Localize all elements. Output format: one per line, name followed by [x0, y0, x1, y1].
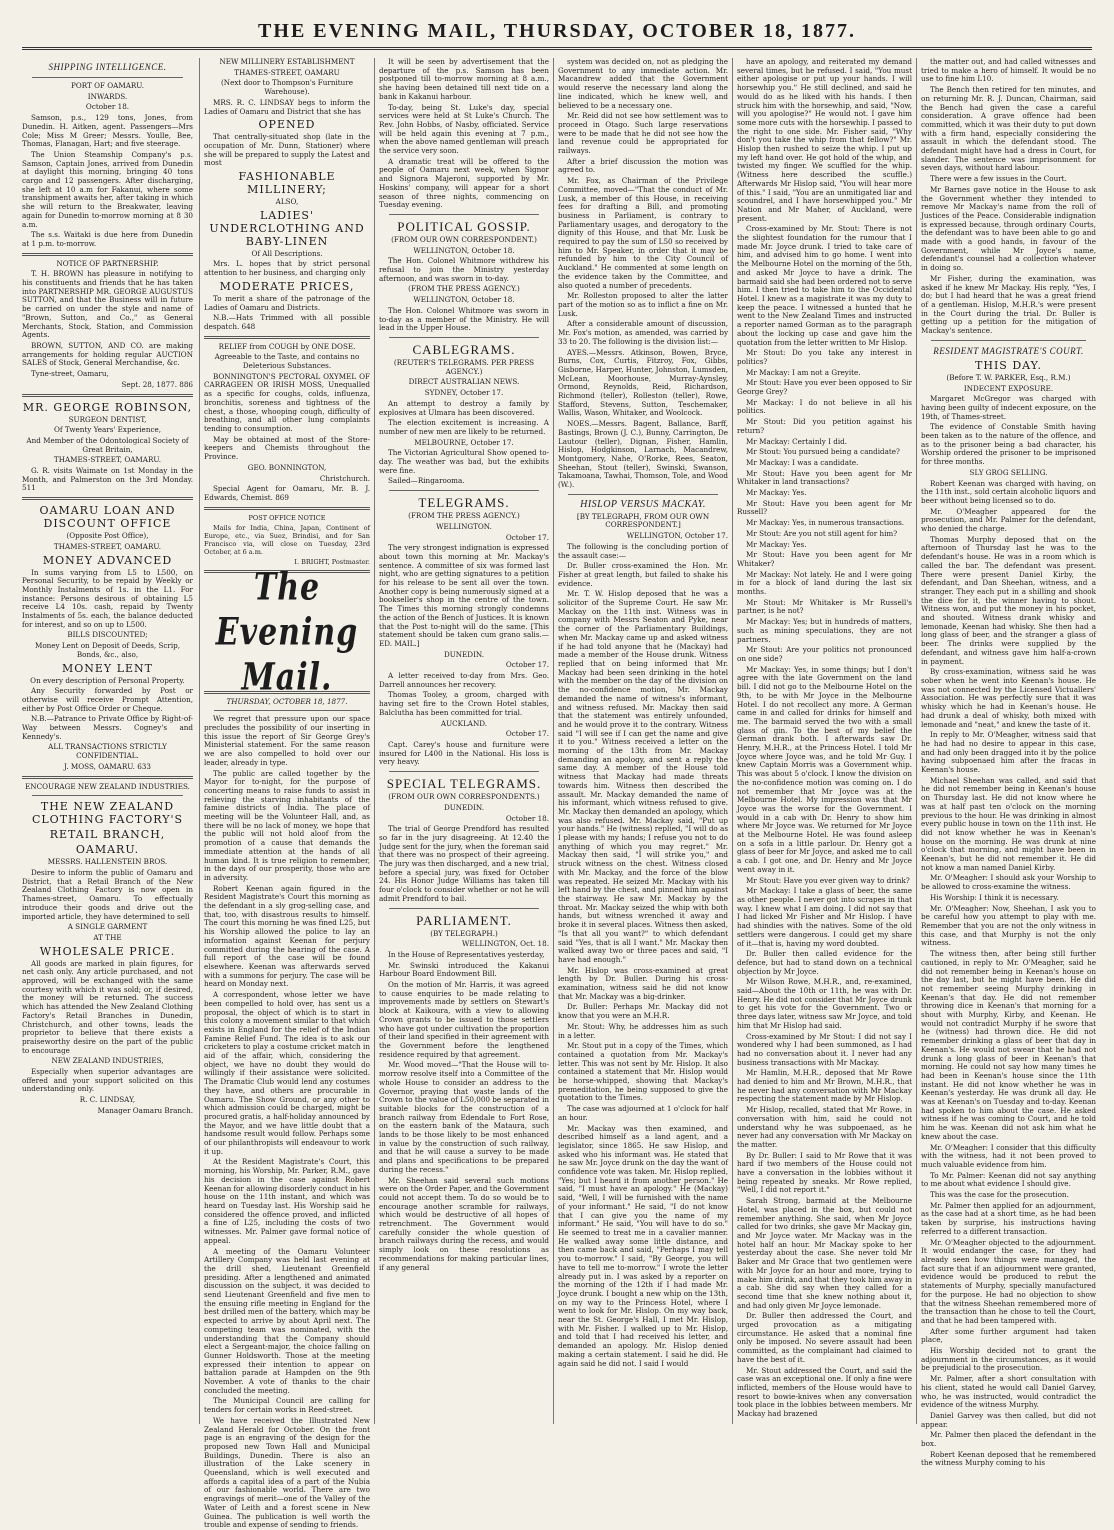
paragraph: Mr. Stout: Why, he addresses him as such in a letter.: [558, 1021, 728, 1040]
paragraph: Mr Stout: Are you not still agent for him?: [746, 528, 898, 538]
divider: [22, 497, 193, 500]
paragraph: The witness then, after being still further cautioned, in reply to Mr. O'Meagher, said he did not remember being in Keenan's house on the day last, but he might have been. He did not remember seeing Murphy drinking in Keenan's that day. He did not remember throwing dice in Keenan's that morning for a shout with Murphy, Kirby, and Keenan. He would not contradict Murphy if he swore that he (witness) had thrown dice. He did not remember drinking a glass of beer that day in Keenan's. He would not swear that he had not drunk a long glass of beer in Keenan's that morning. He could not say how many times he had been in Keenan's house since the 11th instant. He did not know whether he was in Keenan's yesterday. He was drunk all day. He was at Keenan's on Tuesday and to-day. Keenan had spoken to him about the case. He asked witness if he was coming to Court, and he told him he was. Keenan did not ask him what he knew about the case.: [921, 949, 1096, 1141]
column-rule: [732, 58, 733, 1424]
paragraph: Mr Stout: You pursued being a candidate?: [746, 447, 900, 457]
paragraph: Mr. Sheehan said several such motions were on the Order Paper, and the Government could not accept them. To do so would be to encourage another scramble for railways, which would be destructive of all hopes of retrenchment. The Government would carefully consider the whole question of branch railways during the recess, and would simply look on these resolutions as recommendations for making particular lines, if any general: [379, 1175, 549, 1272]
port-heading: PORT OF OAMARU.: [71, 81, 144, 90]
special-telegrams-heading: SPECIAL TELEGRAMS.: [386, 776, 542, 792]
hallenstein: MESSRS. HALLENSTEIN BROS.: [47, 857, 168, 867]
paragraph: Mr. T. W. Hislop deposed that he was a solicitor of the Supreme Court. He saw Mr. Mackay on the 11th inst. Witness was in company with Messrs Seaton and Pyke, near the corner of the Parliamentary Buildings, when Mr. Mackay came up and asked witness if he had told anyone that he (Mackay) had made a member of the House drunk. Witness replied that on being informed that Mr. Mackay had been seen drinking in the hotel with the member on the day of the division on the no-confidence motion, Mr. Mackay demanded the name of witness's informant, and witness refused. Mr. Mackay then said that the statement was entirely unfounded, and he would prove it to the contrary. Witness said "I will see if I can get the name and give it to you." Witness received a letter on the morning of the 13th from Mr. Mackay demanding an apology, and sent a reply the same day. A member of the House told witness that Mackay had made threats towards him. Witness then described the assault. Mr. Mackay demanded the name of his informant, which witness refused to give. Mr. Mackay then demanded an apology, which was also refused. Mr. Mackay said, "Put up your hands." He (witness) replied, "I will do as I please with my hands; I refuse you not to do anything of which you may regret." Mr. Mackay then said, "I will strike you," and struck witness on the chest. Witness closed with Mr. Mackay, and the force of the blow was repeated. He seized Mr. Mackay with his left hand by the chest, and pinned him against the stairway. He saw Mr. Mackay by the throat. Mr. Mackay seized the whip with both hands, but witness wrenched it away and broke it in several places. Witness then asked, "Is that all you want?" to which defendant said "Yes, that is all I want." Mr. Mackay then walked away two or three paces and said, "I have had enough.": [558, 589, 729, 964]
paragraph: Michael Sheehan was called, and said that he did not remember being in Keenan's house on Thursday last. He did not know where he was at half past ten o'clock on the morning previous to the hour. He was drinking in almost every public house in town on the 11th inst. He did not know whether he was in Keenan's house on the morning. He was drunk at nine o'clock that morning, and might have been in Keenan's, but he did not remember it. He did not know a man named Daniel Kirby.: [921, 775, 1096, 872]
divider: [22, 253, 193, 256]
divider: [204, 336, 370, 339]
paragraph: Agreeable to the Taste, and contains no Deleterious Substances.: [214, 352, 360, 371]
divider: [389, 908, 539, 909]
robinson-address: THAMES-STREET, OAMARU.: [53, 455, 162, 465]
paragraph: On the motion of Mr. Harris, it was agreed to cause enquiries to be made relating to improvements made by settlers on Stewart's block at Kaikoura, with a view to allowing Crown grants to be issued to those settlers who have got under cultivation the proportion of their land specified in their agreement with the Government before the lengthened residence required by that agreement.: [379, 980, 549, 1059]
masthead-rule: [22, 47, 1092, 50]
paragraph: N.B.—Patrance to Private Office by Right-of-Way between Messrs. Cogney's and Kennedy's.: [22, 714, 193, 741]
paragraph: Samson, p.s., 129 tons, Jones, from Dunedin. H. Aitken, agent. Passengers—Mrs Cole; Miss M Greer; Messrs. Youlle, Bee, Thomas, Flanagan, Hart; and five steerage.: [22, 113, 193, 149]
paragraph: Mr. Swinski introduced the Kakanui Harbour Board Endowment Bill.: [379, 960, 549, 979]
paragraph: Mr Mackay: Certainly I did.: [746, 436, 848, 446]
paragraph: We have received the Illustrated New Zealand Herald for October. On the front page is an engraving of the design for the proposed new Town Hall and Municipal Buildings, Dunedin. There is also an illustration of the Lake scenery in Queensland, which is well executed and affords a capital idea of a part of the Nubia of our fashionable world. There are two engravings of merit—one of the Valley of the Water of Leith and a forest scene in New Guinea. The publication is well worth the trouble and expense of sending to friends.: [204, 1415, 370, 1530]
paragraph: system was decided on, not as pledging the Government to any immediate action. Mr. Macandrew added that the Government would reserve the necessary land along the line indicated, which he knew well, and believed to be a necessary one.: [558, 57, 728, 110]
paragraph: After some further argument had taken place,: [921, 1326, 1096, 1345]
paragraph: Mr Stout: Have you ever been opposed to Sir George Grey?: [737, 378, 912, 397]
paragraph: Mr Mackay: Yes; but in hundreds of matters, such as mining speculations, they are not partners.: [737, 617, 912, 644]
paragraph: Mr. Palmer then placed the defendant in the box.: [921, 1430, 1096, 1449]
paragraph: Mr Stout: Do you take any interest in politics?: [737, 348, 912, 366]
po-signature: I. BRIGHT, Postmaster.: [294, 557, 370, 566]
robinson-experience: Of Twenty Years' Experience,: [53, 425, 162, 435]
paragraph: May be obtained at most of the Store-keepers and Chemists throughout the Province.: [204, 434, 370, 462]
paragraph: Robert Keenan was charged with having, on the 11th inst., sold certain alcoholic liquors and beer without being licensed so to do.: [921, 478, 1096, 505]
paragraph: Special Agent for Oamaru, Mr. B. J. Edwards, Chemist. 869: [204, 484, 370, 502]
paragraph: have an apology, and reiterated my demand several times, but he refused. I said, "You must either apologise or put up your hands. I will horsewhip you." He still declined, and said he would do as he liked with his hands. I then struck him with the horsewhip, and said, "Now, will you apologise?" He would not. I gave him some more cuts with the horsewhip. I passed to the right to one side. Mr. Fisher said, "Why don't you take the whip from that fellow?" Mr. Hislop then rushed to seize the whip. I put up my left hand over. He got hold of the whip, and twisted my finger. We scuffled for the whip. (Witness here described the scuffle.) Afterwards Mr Hislop said, "You will hear more of this." I said, "You are an unmitigated liar and scoundrel, and I have horsewhipped you." Mr Nation and Mr Maher, of Auckland, were present.: [737, 57, 912, 223]
shipping-date: October 18.: [85, 102, 130, 112]
subheading: (FROM THE PRESS AGENCY.): [408, 511, 520, 521]
post-office-heading: POST OFFICE NOTICE: [248, 513, 326, 522]
divider: [389, 771, 539, 772]
paragraph: There were a few issues in the Court.: [930, 174, 1067, 184]
millinery-address: THAMES-STREET, OAMARU: [234, 67, 340, 77]
paragraph: Thomas Murphy deposed that on the afternoon of Thursday last he was to the defendant's house. He was in a room which is called the bar. The defendant was present. There were present Daniel Kirby, the defendant, and Dan Sheehan, witness, and a stranger. They each put in a shilling and shook the dice for it, the winner having to shout. Witness won, and put the money in his pocket, and shouted. Witness drank whisky and lemonade, Keenan had whisky. She then had a long glass of beer, and the stranger a glass of beer. The drinks were supplied by the defendant, and witness gave him half-a-crown in payment.: [921, 534, 1096, 666]
paragraph: Cross-examined by Mr. Stout: There is not the slightest foundation for the rumour that I made Mr. Joyce drunk. I tried to take care of him, and advised him to go home. I went into the Melbourne Hotel on the morning of the 5th, and asked Mr Joyce to have a drink. The barmaid said she had been ordered not to serve him. I then tried to take him to the Occidental Hotel. I knew as a magistrate it was my duty to keep the peace. I witnessed a hunted that he went to the New Zealand Times and instructed a reporter named Gorman as to the paragraph about the locking up case and gave him the quotation from the letter written to Mr Hislop.: [737, 224, 912, 347]
paragraph: The Hon. Colonel Whitmore was sworn in to-day as a member of the Ministry. He will lead in the Upper House.: [379, 305, 549, 333]
column-1: [22, 58, 193, 1424]
ladies: LADIES' UNDERCLOTHING AND BABY-LINEN: [209, 208, 365, 248]
paragraph: Capt. Carey's house and furniture were insured for L400 in the National. His loss is very heavy.: [379, 740, 549, 767]
paragraph: Mr. Wood moved—"That the House will to-morrow resolve itself into a Committee of the whole House to consider an address to the Governor, praying that waste lands of the Crown to the value of L50,000 be separated in suitable blocks for the construction of a branch railway from Edendale to Fort Rose, on the eastern bank of the Mataura, such lands to be those likely to be most enhanced in value by the construction of such railway, and that he will cause a survey to be made and plans and specifications to be prepared during the recess.": [379, 1060, 549, 1174]
divider: [931, 340, 1086, 341]
paragraph: On every description of Personal Property.: [30, 675, 185, 685]
paragraph: Margaret McGregor was charged with having been guilty of indecent exposure, on the 19th, of Thames-street.: [921, 394, 1096, 421]
paragraph: To merit a share of the patronage of the Ladies of Oamaru and Districts.: [204, 293, 370, 312]
paragraph: We regret that pressure upon our space precludes the possibility of our inserting in this issue the report of Sir George Grey's Ministerial statement. For the same reason we are also compelled to hold over our leader, already in type.: [204, 714, 370, 767]
divider: [32, 795, 183, 796]
moss-signature: J. MOSS, OAMARU. 633: [64, 761, 151, 771]
paragraph: Mr Mackay: I am not a Greyite.: [746, 367, 861, 377]
paragraph: Mr Hamlin, M.H.R., deposed that Mr Rowe had denied to him and Mr Brown, M.H.R., that he never had any conversation with Mr Mackay respecting the statement made by Mr Hislop.: [737, 1068, 912, 1104]
dateline: MELBOURNE, October 17.: [414, 437, 514, 447]
paragraph: By Dr. Buller: I said to Mr Rowe that it was hard if two members of the House could not have a conversation in the lobbies without it being repeated by sneaks. Mr Rowe replied, "Well, I did not report it.": [737, 1150, 912, 1195]
column-rule: [374, 58, 375, 1424]
paragraph: After a considerable amount of discussion, Mr. Fox's motion, as amended, was carried by 33 to 20. The following is the division list:—: [558, 319, 728, 346]
subheading: DIRECT AUSTRALIAN NEWS.: [408, 377, 520, 387]
paragraph: Robert Keenan again figured in the Resident Magistrate's Court this morning as the defendant in a sly grog-selling case, and that, too, with disastrous results to himself. The court this morning he was fined L25, but his Worship allowed the police to lay an information against Keenan for perjury committed during the hearing of the case. A full report of the case will be found elsewhere. Keenan was afterwards served with a summons for perjury. The case will be heard on Monday next.: [204, 883, 370, 989]
paragraph: Mr Stout: Mr Whitaker is Mr Russell's partner, is he not?: [737, 597, 912, 616]
column-4: [558, 58, 728, 1424]
paragraph: The trial of George Prendford has resulted so far in the jury disagreeing. At 12.40 the Judge sent for the jury, when the foreman said that there was no prospect of their agreeing. The jury was then discharged, and a new trial, before a special jury, was fixed for October 24. His Honor Judge Williams has taken till four o'clock to consider whether or not he will admit Prendford to bail.: [379, 824, 549, 903]
paragraph: G. R. visits Waimate on 1st Monday in the Month, and Palmerston on the 3rd Monday. 511: [22, 466, 193, 493]
paragraph: Mr. O'Meagher appeared for the prosecution, and Mr. Palmer for the defendant, who denied the charge.: [921, 506, 1096, 534]
paragraph: Mr Stout: Have you ever given way to drink?: [746, 875, 910, 885]
retail-heading: RETAIL BRANCH,: [49, 828, 166, 842]
paragraph: Mr Barnes gave notice in the House to ask the Government whether they intended to remove Mr Mackay's name from the roll of Justices of the Peace. Considerable indignation is expressed because, through ordinary Courts, the defendant was to have been able to go and made with a good hands, in favour of the Government, while Mr Joyce's name, defendant's counsel had a collection whatever in doing so.: [921, 184, 1096, 273]
bonnington-location: Christchurch.: [319, 473, 370, 483]
paragraph: Mr. O'Meagher: I should ask your Worship to be allowed to cross-examine the witness.: [921, 873, 1096, 892]
location: DUNEDIN.: [443, 649, 485, 659]
subheading: (FROM OUR OWN CORRESPONDENT.): [391, 234, 537, 244]
column-rule: [553, 58, 554, 1424]
divider: [214, 710, 360, 711]
paragraph: Mr. Mackay was then examined, and described himself as a land agent, and a legislator, since 1865. He saw Hislop, and asked who his informant was. He stated that he saw Mr. Joyce drunk on the day the want of confidence vote was taken. Mr. Hislop replied, "Yes; but I heard it from another person." He said, "I must have an apology." He (Mackay) said, "Well, I will be furnished with the name of your informant." He said, "I do not know that I can give you the name of my informant." He said, "You will have to do so." He seemed to treat me in a cavalier manner. He walked away some little distance, and then came back and said, "Perhaps I may tell you to-morrow." I said, "By George, you will have to tell me to-morrow." I wrote the letter already put in. I was asked by a reporter on the morning of the 12th if I had made Mr. Joyce drunk. I bought a new whip on the 13th, on my way to the Princess Hotel, where I went to look for Mr. Hislop. On my way back, near the St. George's Hall, I met Mr. Hislop, with Mr. Fisher. I walked up to Mr. Hislop, and told that I had received his letter, and demanded an apology. Mr. Hislop denied making a certain statement. I said he did. He again said he did not. I said I would: [558, 1123, 728, 1368]
nzc-heading: THE NEW ZEALAND CLOTHING FACTORY'S: [31, 800, 184, 827]
hislop-mackay-heading: HISLOP VERSUS MACKAY.: [580, 498, 706, 510]
paragraph: Sept. 28, 1877. 886: [121, 379, 193, 389]
dateline: WELLINGTON, October 18.: [413, 245, 515, 255]
dateline: WELLINGTON, October 18.: [413, 295, 515, 305]
paragraph: All goods are marked in plain figures, for net cash only. Any article purchased, and not approved, will be exchanged with the same courtesy with which it was sold; or, if desired, the money will be returned. The success which has attended the New Zealand Clothing Factory's Retail Branches in Dunedin, Christchurch, and other towns, leads the proprietor to believe that there exists a praiseworthy desire on the part of the public to encourage: [22, 958, 193, 1055]
paragraph: Mr. O'Meagher: Now, Sheehan, I ask you to be careful how you attempt to play with me. Remember that you are not the only witness in this case, and that Murphy is not the only witness.: [921, 903, 1096, 948]
paragraph: Mr Wilson Rowe, M.H.R., and, re-examined, said—About the 10th or 11th, he was with Dr. Henry. He did not consider that Mr Joyce drunk to get his vote for the Government. Two or three days later, witness saw Mr Joyce, and told him that Mr Hislop had said.: [737, 977, 913, 1030]
divider: [568, 494, 718, 495]
column-6: [921, 57, 1096, 1468]
paragraph: The Victorian Agricultural Show opened to-day. The weather was bad, but the exhibits were fine.: [379, 448, 549, 475]
manager-title: Manager Oamaru Branch.: [97, 1105, 193, 1115]
bills-heading: BILLS DISCOUNTED;: [67, 630, 148, 640]
location: AUCKLAND.: [440, 718, 488, 728]
paragraph: Mr Mackay: I do not believe in all his politics.: [737, 397, 912, 416]
paragraph: AYES.—Messrs. Atkinson, Bowen, Bryce, Burns, Cox, Curtis, Fitzroy, Fox, Gibbs, Gisborne, Harper, Hunter, Johnston, Lumsden, McLean, Moorhouse, Murray-Aynsley, Ormond, Reynolds, Reid, Richardson, Richmond (teller), Rolleston (teller), Rowe, Stafford, Stevens, Sutton, Teschemaker, Wallis, Wason, Whitaker, and Woolcock.: [558, 347, 728, 418]
oamaru-heading: OAMARU.: [75, 843, 140, 857]
millinery-heading: NEW MILLINERY ESTABLISHMENT: [219, 57, 355, 66]
divider: [22, 394, 193, 397]
paragraph: Mr. O'Meagher objected to the adjournment. It would endanger the case, for they had already seen how things were managed, the fact sure that if an adjournment were granted, evidence would be produced to rebut the statements of Murphy, specially manufactured for the purpose. He had no objection to show that the witness Sheehan remembered more of the transaction than he chose to tell the Court, and that he had been tampered with.: [921, 1237, 1096, 1325]
paragraph: Sailed—Ringarooma.: [388, 476, 465, 486]
paragraph: Mr. Palmer then applied for an adjournment, as the case had at a short time, as he had been taken by surprise, his instructions having referred to a different transaction.: [921, 1200, 1096, 1236]
paragraph: A dramatic treat will be offered to the people of Oamaru next week, when Signor and Signora Majeroni, supported by Mr. Hoskins' company, will appear for a short season of three nights, commencing on Tuesday evening.: [379, 156, 549, 210]
relief-heading: RELIEF from COUGH by ONE DOSE.: [218, 341, 356, 351]
loan-address: THAMES-STREET, OAMARU.: [53, 541, 162, 551]
paragraph: Mr Mackay: Yes, in numerous transactions.: [746, 518, 905, 528]
paragraph: T. H. BROWN has pleasure in notifying to his constituents and friends that he has taken into PARTNERSHIP MR. GEORGE AUGUSTUS SUTTON, and that the Business will in future be carried on under the style and name of "Brown, Sutton, and Co.," as General Merchants, Stock, Station, and Commission Agents.: [22, 269, 193, 340]
paragraph: The case was adjourned at 1 o'clock for half an hour.: [558, 1104, 728, 1122]
encourage-heading: ENCOURAGE NEW ZEALAND INDUSTRIES.: [25, 781, 190, 791]
newspaper-title: THE EVENING MAIL, THURSDAY, OCTOBER 18, 1877.: [258, 20, 856, 42]
paragraph: The public are called together by the Mayor for to-night, for the purpose of concerting means to raise funds to assist in relieving the starving inhabitants of the famine districts of India. The place of meeting will be the Volunteer Hall, and, as there will be no lack of money, we hope that the public will not hold aloof from the promotion of a cause that demands the immediate attention at the hands of all human kind. It is true religion to remember, in the days of our prosperity, those who are in adversity.: [204, 768, 370, 882]
paragraph: Robert Keenan deposed that he remembered the witness Murphy coming to his: [921, 1449, 1096, 1468]
paragraph: Mr. O'Meagher: I consider that this difficulty with the witness, had it not been proved to much valuable evidence from him.: [921, 1142, 1096, 1169]
paragraph: Money Lent on Deposit of Deeds, Scrip, Bonds, &c., also,: [34, 641, 181, 659]
this-day: THIS DAY.: [975, 358, 1042, 372]
paragraph: N.B.—Hats Trimmed with all possible despatch. 648: [204, 313, 370, 331]
paragraph: Sarah Strong, barmaid at the Melbourne Hotel, was placed in the box, but could not remember anything. She said, when Mr Joyce called for two drinks, she gave Mr Mackay gin, and Mr Joyce water. Mr Mackay was in the hotel half an hour. Mr Mackay spoke to her yesterday about the case. She never told Mr Baker and Mr Grace that two gentlemen were with Mr Joyce for an hour and more, trying to make him drink, and that they took him away in a cab. She did say when they called for a second time that she knew nothing about it, and had only given Mr Joyce lemonade.: [737, 1196, 913, 1310]
opened: OPENED: [258, 118, 316, 132]
political-gossip-heading: POLITICAL GOSSIP.: [397, 218, 531, 234]
paragraph: the matter out, and had called witnesses and tried to make a hero of himself. It would be no use to fine him L10.: [921, 57, 1096, 84]
money-advanced: MONEY ADVANCED: [42, 553, 173, 567]
dateline: October 17.: [505, 532, 549, 542]
divider: [389, 214, 539, 215]
subheading: (FROM OUR OWN CORRESPONDENTS.): [388, 792, 540, 802]
fashionable: FASHIONABLE MILLINERY;: [238, 170, 336, 197]
paragraph: NOES.—Messrs. Bagent, Ballance, Barff, Bastings, Brown (J. C.), Bunny, Carrington, De Lautour (teller), Dignan, Fisher, Hamlin, Hislop, Hodgkinson, Larnach, Macandrew, Montgomery, Nahe, O'Rorke, Rees, Seaton, Sheehan, Stout (teller), Swinski, Swanson, Takamoana, Tawhai, Thomson, Tole, and Wood (W.).: [558, 419, 728, 490]
paragraph: The following is the concluding portion of the assault case:—: [558, 541, 728, 560]
lindsay-signature: R. C. LINDSAY,: [79, 1095, 136, 1105]
subheading: INDECENT EXPOSURE.: [963, 383, 1054, 393]
paragraph: MRS. R. C. LINDSAY begs to inform the Ladies of Oamaru and District that she has: [204, 97, 370, 116]
paragraph: Dr. Buller: Perhaps Mr. Mackay did not know that you were an M.H.R.: [558, 1002, 728, 1021]
paragraph: Dr. Buller then addressed the Court, and urged provocation as a mitigating circumstance. He asked that a nominal fine only be imposed. No severe assault had been committed, as the complainant had claimed to have the best of it.: [737, 1311, 912, 1364]
divider: [389, 490, 539, 491]
millinery-sub: (Next door to Thompson's Furniture Warehouse).: [221, 78, 353, 97]
paragraph: Dr. Buller then called evidence for the defence, but had to stand down on a technical objection by Mr Joyce.: [737, 949, 912, 976]
paragraph: The s.s. Waitaki is due here from Dunedin at 1 p.m. to-morrow.: [22, 230, 193, 248]
subheading: SLY GROG SELLING.: [969, 467, 1048, 477]
paragraph: To-day, being St. Luke's day, special services were held at St Luke's Church. The Rev. John Hobbs, of Nasby, officiated. Service will be held again this evening at 7 p.m., when the above named gentleman will preach the service very soon.: [379, 102, 549, 156]
inwards-heading: INWARDS.: [87, 91, 128, 101]
paragraph: At the Resident Magistrate's Court, this morning, his Worship, Mr. Parker, R.M., gave his decision in the case against Robert Keenan for allowing disorderly conduct in his house on the 11th instant, and which was heard on Tuesday last. His Worship said he considered the offence proved, and inflicted a fine of L25, including the costs of two witnesses. Mr. Palmer gave formal notice of appeal.: [204, 1157, 370, 1245]
paragraph: Mr Mackay: Yes, in some things; but I don't agree with the late Government on the land bill. I did not go to the Melbourne Hotel on the 9th, to be with Mr Joyce in the Melbourne Hotel. I do not recollect any more. A German came in and called for drinks for himself and me. The barmaid served the two with a small glass of gin. To the best of my belief the German drank both. I afterwards saw Dr. Henry, M.H.R., at the Princess Hotel. I told Mr Joyce where Joyce was, and he told Mr Guy. I knew Captain Morris was a Government whip. This was about 5 o'clock. I know the division on the no-confidence motion was coming on. I do not remember that Mr Joyce was at the Melbourne Hotel. My impression was that Mr Joyce was the worse for the Government. I would in a cab with Dr. Henry to show him where Mr Joyce was. We returned for Mr Joyce at the Melbourne Hotel. He was found asleep on a sofa in a little parlour. Dr. Henry got a glass of beer for Mr Joyce, and asked me to call a cab. I got one, and Dr. Henry and Mr Joyce went away in it.: [737, 664, 912, 874]
dateline: WELLINGTON, October 17.: [626, 531, 728, 541]
column-3: [379, 58, 549, 1424]
location: DUNEDIN.: [443, 802, 485, 812]
paragraph: Any Security forwarded by Post or otherwise will receive Prompt Attention, either by Post Office Order or Cheque.: [22, 686, 193, 713]
subheading: [BY TELEGRAPH, FROM OUR OWN CORRESPONDENT.]: [576, 511, 710, 530]
robinson-member: And Member of the Odontological Society of Great Britain,: [26, 435, 189, 454]
paragraph: The Hon. Colonel Whitmore withdrew his refusal to join the Ministry yesterday afternoon, and was sworn in to-day.: [379, 256, 549, 283]
column-rule: [199, 58, 200, 1424]
paragraph: In reply to Mr. O'Meagher, witness said that he had had no desire to appear in this case, and had only been dragged into it by the police having subpoenaed him after the fracas in Keenan's house.: [921, 730, 1096, 775]
wholesale: WHOLESALE PRICE.: [39, 944, 176, 958]
telegrams-heading: TELEGRAMS.: [418, 495, 510, 511]
divider: [32, 77, 183, 78]
dateline: SYDNEY, October 17.: [424, 388, 504, 398]
paragraph: Thomas Tooley, a groom, charged with having set fire to the Crown Hotel stables, Balclutha has been committed for trial.: [379, 690, 549, 717]
paragraph: Mr Hislop, recalled, stated that Mr Rowe, in conversation with him, said he could not understand why he was subpoenaed, as he never had any conversation with Mr Mackay on the matter.: [737, 1105, 912, 1149]
loan-heading: OAMARU LOAN AND DISCOUNT OFFICE: [39, 504, 176, 531]
masthead: [0, 0, 1114, 52]
column-2: [204, 57, 370, 1530]
paragraph: An attempt to destroy a family by explosives at Ulmara has been discovered.: [379, 398, 549, 417]
paragraph: The very strongest indignation is expressed about town this morning at Mr. Mackay's sentence. A committee of six was formed last night, who are getting signatures to a petition for his release to be sent all over the town. Another copy is being numerously signed at a bookseller's shop in the centre of the town. The Times this morning strongly condemns the action of the Bench of Justices. It is known that the Post to-night will do the same. [This statement should be taken cum grano salis.—ED. MAIL.]: [379, 543, 549, 648]
paragraph: Mr. Stout put in a copy of the Times, which contained a quotation from Mr. Mackay's letter. This was not sent by Mr. Hislop. It also contained a statement that Mr. Hislop would be horse-whipped, showing that Mackay's premeditation, he being supposed to give the quotation to the Times.: [558, 1041, 728, 1103]
money-lent: MONEY LENT: [62, 661, 153, 675]
paragraph: Mr. Palmer, after a short consultation with his client, stated he would call Daniel Garvey, who, he was instructed, would contradict the evidence of the witness Murphy.: [921, 1374, 1096, 1410]
dateline: WELLINGTON, Oct. 18.: [462, 939, 549, 949]
notice-heading: NOTICE OF PARTNERSHIP.: [56, 258, 159, 268]
paragraph: It will be seen by advertisement that the departure of the p.s. Samson has been postponed till to-morrow morning at 8 a.m., she having been detained till next tide on a bank in Kakanui harbour.: [379, 57, 549, 101]
paragraph: Daniel Garvey was then called, but did not appear.: [921, 1410, 1096, 1429]
paragraph: The evidence of Constable Smith having been taken as to the nature of the offence, and as to the prisoner being a bad character, his Worship ordered the prisoner to be imprisoned for three months.: [921, 422, 1096, 467]
subheading: (BY TELEGRAPH.): [430, 928, 498, 938]
column-rule: [916, 58, 917, 1424]
column-5: [737, 58, 912, 1424]
paragraph: The Municipal Council are calling for tenders for certain works in Reed-street.: [204, 1396, 370, 1415]
paragraph: Mr Mackay: Not lately. He and I were going in for a block of land during the last six months.: [737, 569, 912, 597]
dateline: THURSDAY, OCTOBER 18, 1877.: [226, 696, 348, 706]
paragraph: In the House of Representatives yesterday,: [388, 949, 545, 959]
paragraph: Cross-examined by Mr Stout: I did not say I wondered why I had been summoned, as I had had no conversation about it. I never had any business transactions with Mr Mackay.: [737, 1031, 912, 1067]
rm-court-heading: RESIDENT MAGISTRATE'S COURT.: [933, 345, 1084, 356]
paragraph: Dr. Buller cross-examined the Hon. Mr. Fisher at great length, but failed to shake his evidence.: [558, 561, 728, 588]
divider: [389, 337, 539, 338]
paragraph: In sums varying from L5 to L500, on Personal Security, to be repaid by Weekly or Monthly Instalments of 1s. in the L1. For instance: Persons desirous of obtaining L5 receive L4 10s. cash, repaid by Twenty Instalments of 5s. each, the balance deducted for interest, and so on up to L500.: [22, 567, 193, 629]
paragraph: A letter received to-day from Mrs. Geo. Darrell announces her recovery.: [379, 671, 549, 689]
paragraph: Tyne-street, Oamaru,: [31, 369, 109, 379]
paragraph: A correspondent, whose letter we have been compelled to hold over, has sent us a proposal, the object of which is to start in this colony a movement similar to that which exists in England for the relief of the Indian Famine Relief Fund. The idea is to ask our cricketers to play a costume cricket match in aid of the affair, which, considering the object, we have no doubt they would do willingly if their assistance were solicited. The Dramatic Club would lend any costumes they have, and others are procurable in Oamaru. The Show Ground, or any other to which admission could be charged, might be procured gratis, a half-holiday announced by the Mayor, and we have little doubt that a handsome result would follow. Perhaps some of our philanthropists will endeavour to work it up.: [204, 990, 370, 1156]
parliament-heading: PARLIAMENT.: [416, 912, 512, 928]
paragraph: This was the case for the prosecution.: [930, 1190, 1069, 1200]
paragraph: Mr. Reid did not see how settlement was to proceed in Otago. Such large reservations were to be made that he did not see how the land revenue could be appropriated for railways.: [558, 111, 728, 156]
paragraph: Mr Stout: Did you petition against his return?: [737, 417, 912, 435]
paragraph: His Worship decided not to grant the adjournment in the circumstances, as it would be prejudicial to the prosecution.: [921, 1346, 1096, 1373]
paragraph: Desire to inform the public of Oamaru and District, that a Retail Branch of the New Zealand Clothing Factory is now open in Thames-street, Oamaru. To effectually introduce their goods and drive out the imported article, they have determined to sell: [22, 868, 193, 921]
cablegrams-heading: CABLEGRAMS.: [412, 341, 516, 357]
paragraph: Mr Fisher, during the examination, was asked if he knew Mr Mackay. His reply, "Yes, I do; but I had heard that he was a great friend of a gentleman. Hislop, M.H.R.'s were present in the Court during the trial. Dr. Buller is getting up a petition for the mitigation of Mackay's sentence.: [921, 273, 1096, 336]
moderate-prices: MODERATE PRICES,: [219, 279, 355, 293]
divider: [204, 507, 370, 510]
divider: [22, 776, 193, 779]
paragraph: His Worship: I think it is necessary.: [930, 892, 1059, 902]
paragraph: Mr. Hislop was cross-examined at great length by Dr. Buller. During his cross-examination, witness said he did not know that Mr. Mackay was a big-drinker.: [558, 965, 728, 1001]
paragraph: That centrally-situated shop (late in the occupation of Mr. Dunn, Stationer) where she will be prepared to supply the Latest and most: [204, 132, 370, 168]
single-garment: A SINGLE GARMENT: [67, 922, 148, 932]
robinson-name: MR. GEORGE ROBINSON,: [22, 400, 193, 414]
also: ALSO,: [275, 197, 299, 207]
paragraph: The election excitement is increasing. A number of new men are likely to be returned.: [379, 418, 549, 436]
paragraph: To Mr. Palmer: Keenan did not say anything to me about what evidence I should give.: [921, 1170, 1096, 1189]
paragraph: Mr Mackay: Yes.: [746, 488, 807, 498]
paragraph: Mr Mackay: Yes.: [746, 539, 807, 549]
dateline: October 18.: [505, 813, 549, 823]
location: WELLINGTON.: [436, 521, 492, 531]
all-descriptions: Of All Descriptions.: [251, 248, 323, 258]
newspaper-nameplate: The Evening Mail.: [215, 565, 359, 699]
subheading: (Before T. W. PARKER, Esq., R.M.): [946, 372, 1071, 382]
paragraph: Mrs. L. hopes that by strict personal attention to her business, and charging only: [204, 259, 370, 278]
paragraph: Mr Stout: Have you been agent for Mr Russell?: [737, 498, 912, 517]
paragraph: Mr Stout: Are your politics not pronounced on one side?: [737, 645, 912, 663]
dateline: October 17.: [505, 660, 549, 670]
loan-sub: (Opposite Post Office),: [66, 531, 149, 541]
shipping-heading: SHIPPING INTELLIGENCE.: [48, 62, 167, 72]
paragraph: BONNINGTON'S PECTORAL OXYMEL OF CARRAGEEN OR IRISH MOSS, Unequalled as a specific for coughs, colds, influenza, bronchitis, soreness and tightness of the chest, a those, whooping cough, difficulty of breathing, and all other lung complaints tending to consumption.: [204, 371, 370, 433]
paragraph: Mr. Rolleston proposed to alter the latter part of the motion so as to inflict a fine on Mr. Lusk.: [558, 291, 728, 318]
paragraph: Mr. Fox, as Chairman of the Privilege Committee, moved—"That the conduct of Mr. Lusk, a member of this House, in receiving fees for drafting a Bill, and promoting business in Parliament, is contrary to Parliamentary usages, and derogatory to the dignity of this House, and that Mr. Lusk be required to pay the sum of L50 so received by him to Mr. Speaker, in order that it may be refunded by him to the City Council of Auckland." He commented at some length on the evidence taken by the Committee, and also quoted a number of precedents.: [558, 176, 728, 290]
paragraph: The Union Steamship Company's p.s. Samson, Captain Jones, arrived from Dunedin at daylight this morning, bringing 40 tons cargo and 12 passengers. After discharging, she left at 10 a.m for Fakanui, where some transhipment awaits her, after taking in which she will return to the Breakwater, leaving again for Dunedin to-morrow morning at 8 30 a.m.: [22, 149, 193, 229]
paragraph: Mails for India, China, Japan, Continent of Europe, etc., via Suez, Brindisi, and for San Francisco via, will close on Tuesday, 23rd October, at 6 a.m.: [204, 523, 370, 556]
dateline: October 17.: [505, 729, 549, 739]
paragraph: By cross-examination, witness said he was sober when he went into Keenan's house. He was not connected by the Licensed Victuallers' Association. He was perfectly sure that it was whisky which he had in Keenan's house. He had drunk a deal of whisky, both mixed with lemonade and "neat," and knew the taste of it.: [921, 667, 1096, 729]
robinson-title: SURGEON DENTIST,: [68, 414, 147, 424]
at-the: AT THE: [93, 932, 122, 942]
paragraph: Mr Stout: Have you been agent for Mr Whitaker?: [737, 550, 912, 568]
bonnington-name: GEO. BONNINGTON,: [247, 462, 327, 472]
paragraph: A meeting of the Oamaru Volunteer Artillery Company was held last evening at the drill shed, Lieutenant Greenfield presiding. After a lengthened and animated discussion on the subject, it was decided to send Lieutenant Greenfield and five men to the ensuing rifle meeting in England for the best drilled men of the battery, which may be expected to arrive by about April next. The competing team was nominated, with the understanding that the Company should elect a Sergeant-major, the choice falling on Gunner Holdsworth. Those at the meeting expressed their intention to appear on battalion parade at Hampden on the 9th November. A vote of thanks to the chair concluded the meeting.: [204, 1246, 370, 1395]
subheading: (REUTER'S TELEGRAMS. PER PRESS AGENCY.): [393, 357, 535, 376]
subheading: (FROM THE PRESS AGENCY.): [408, 284, 520, 294]
paragraph: Mr Mackay: I was a candidate.: [746, 457, 859, 467]
paragraph: Mr Stout: Have you been agent for Mr Whitaker in land transactions?: [737, 468, 912, 487]
nzi-heading: NEW ZEALAND INDUSTRIES,: [51, 1056, 164, 1066]
confidential: ALL TRANSACTIONS STRICTLY CONFIDENTIAL.: [48, 742, 167, 761]
paragraph: After a brief discussion the motion was agreed to.: [558, 156, 728, 175]
paragraph: Mr Mackay: I take a glass of beer, the same as other people. I never got into scrapes in that way. I knew what I am doing. I did not say that I had licked Mr Fisher and Mr Hislop. I have had shindies with the natives. Some of the old settlers were dangerous. I could get my share of it—that is, having my word doubted.: [737, 886, 912, 948]
paragraph: The Bench then retired for ten minutes, and on returning Mr. R. J. Duncan, Chairman, said the Bench had given the case a careful consideration. A grave offence had been committed, which it was their duty to put down with a firm hand, especially considering the assault in which the defendant stood. The defendant might have had a dress in Court, for slander. The sentence was imprisonment for seven days, without hard labour.: [921, 85, 1096, 173]
paragraph: Mr. Stout addressed the Court, and said the case was an exceptional one. If only a fine were inflicted, members of the House would have to resort to bowie-knives when any conversation took place in the lobbies between members. Mr Mackay had brazened: [737, 1365, 912, 1419]
paragraph: Especially when superior advantages are offered and your support solicited on this understanding only.: [22, 1067, 193, 1094]
paragraph: BROWN, SUTTON, AND CO. are making arrangements for holding regular AUCTION SALES of Stock, General Merchandise, &c.: [22, 340, 193, 368]
